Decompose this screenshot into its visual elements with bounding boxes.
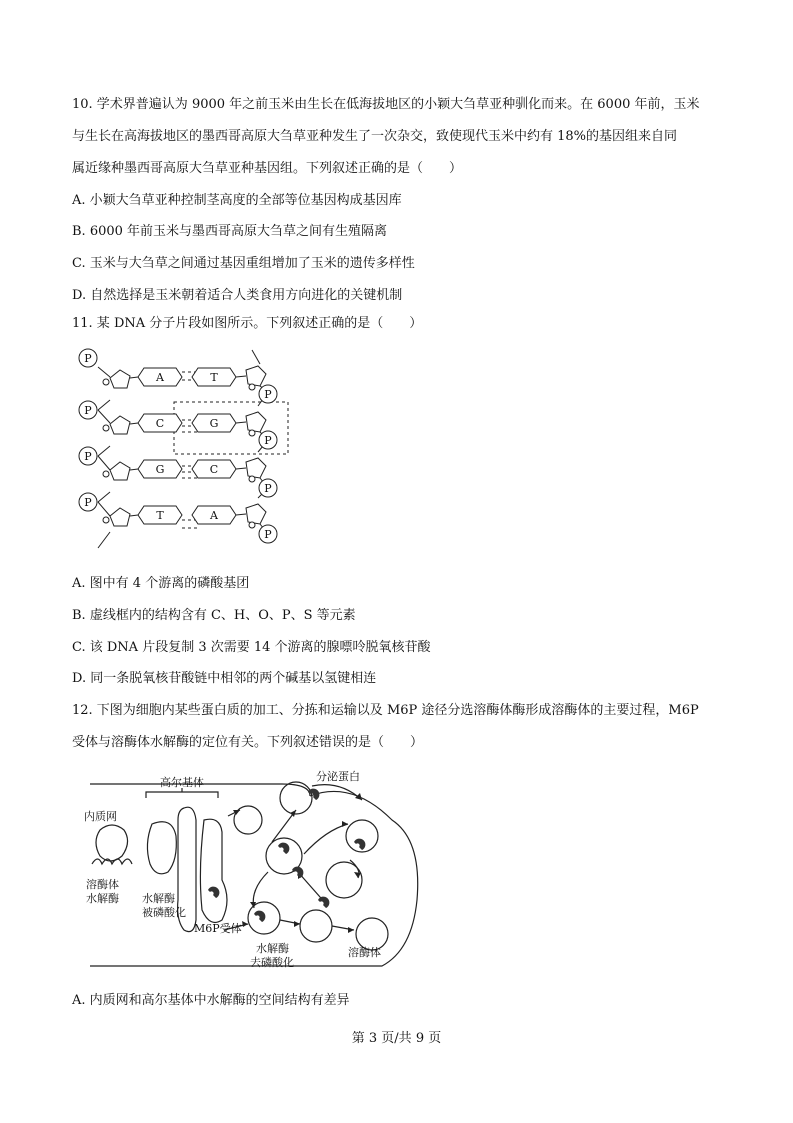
phosphate-label: P <box>264 388 272 401</box>
q10-option-d: D. 自然选择是玉米朝着适合人类食用方向进化的关键机制 <box>72 288 403 303</box>
q10-stem-line-3: 属近缘种墨西哥高原大刍草亚种基因组。下列叙述正确的是（ ） <box>72 161 463 176</box>
label-secretory-protein: 分泌蛋白 <box>316 770 360 783</box>
phosphate-label: P <box>264 482 272 495</box>
phosphate-label: P <box>264 434 272 447</box>
label-phosphorylated: 被磷酸化 <box>142 906 186 919</box>
label-hydrolase: 水解酶 <box>86 892 119 905</box>
page-footer: 第 3 页/共 9 页 <box>351 1031 442 1046</box>
base-label: C <box>209 463 219 476</box>
q11-option-a: A. 图中有 4 个游离的磷酸基团 <box>72 576 250 591</box>
label-hydrolase: 水解酶 <box>256 942 289 955</box>
base-label: T <box>156 509 164 522</box>
base-label: A <box>156 371 164 384</box>
protein-sorting-figure <box>72 760 442 990</box>
label-er: 内质网 <box>84 810 117 823</box>
base-label: G <box>155 463 165 476</box>
label-dephosphorylated: 去磷酸化 <box>250 956 294 969</box>
phosphate-label: P <box>84 352 92 365</box>
phosphate-label: P <box>84 496 92 509</box>
base-label: G <box>209 417 219 430</box>
base-label: C <box>155 417 165 430</box>
q12-stem-line-1: 12. 下图为细胞内某些蛋白质的加工、分拣和运输以及 M6P 途径分选溶酶体酶形成溶酶体的主要过程，M6P <box>72 703 699 718</box>
left-strand <box>79 349 182 526</box>
base-label: T <box>210 371 218 384</box>
q10-stem-line-1: 10. 学术界普遍认为 9000 年之前玉米由生长在低海拔地区的小颖大刍草亚种驯化而来。在 6000 年前，玉米 <box>72 97 700 112</box>
label-lysosomal: 溶酶体 <box>86 878 119 891</box>
label-m6p-receptor: M6P受体 <box>194 922 242 935</box>
base-label: A <box>210 509 218 522</box>
q10-option-c: C. 玉米与大刍草之间通过基因重组增加了玉米的遗传多样性 <box>72 256 415 271</box>
q11-option-d: D. 同一条脱氧核苷酸链中相邻的两个碱基以氢键相连 <box>72 671 377 686</box>
q11-stem: 11. 某 DNA 分子片段如图所示。下列叙述正确的是（ ） <box>72 316 423 331</box>
q10-option-b: B. 6000 年前玉米与墨西哥高原大刍草之间有生殖隔离 <box>72 224 388 239</box>
label-hydrolase: 水解酶 <box>142 892 175 905</box>
phosphate-label: P <box>264 528 272 541</box>
q10-stem-line-2: 与生长在高海拔地区的墨西哥高原大刍草亚种发生了一次杂交，致使现代玉米中约有 18%的基因组来自同 <box>72 129 678 144</box>
label-golgi: 高尔基体 <box>160 776 204 789</box>
q12-option-a: A. 内质网和高尔基体中水解酶的空间结构有差异 <box>72 993 350 1008</box>
q12-stem-line-2: 受体与溶酶体水解酶的定位有关。下列叙述错误的是（ ） <box>72 735 424 750</box>
label-lysosome: 溶酶体 <box>348 946 381 959</box>
phosphate-label: P <box>84 450 92 463</box>
q10-option-a: A. 小颖大刍草亚种控制茎高度的全部等位基因构成基因库 <box>72 193 402 208</box>
phosphate-label: P <box>84 404 92 417</box>
dna-fragment-figure <box>70 342 300 557</box>
q11-option-b: B. 虚线框内的结构含有 C、H、O、P、S 等元素 <box>72 608 356 623</box>
q11-option-c: C. 该 DNA 片段复制 3 次需要 14 个游离的腺嘌呤脱氧核苷酸 <box>72 640 431 655</box>
